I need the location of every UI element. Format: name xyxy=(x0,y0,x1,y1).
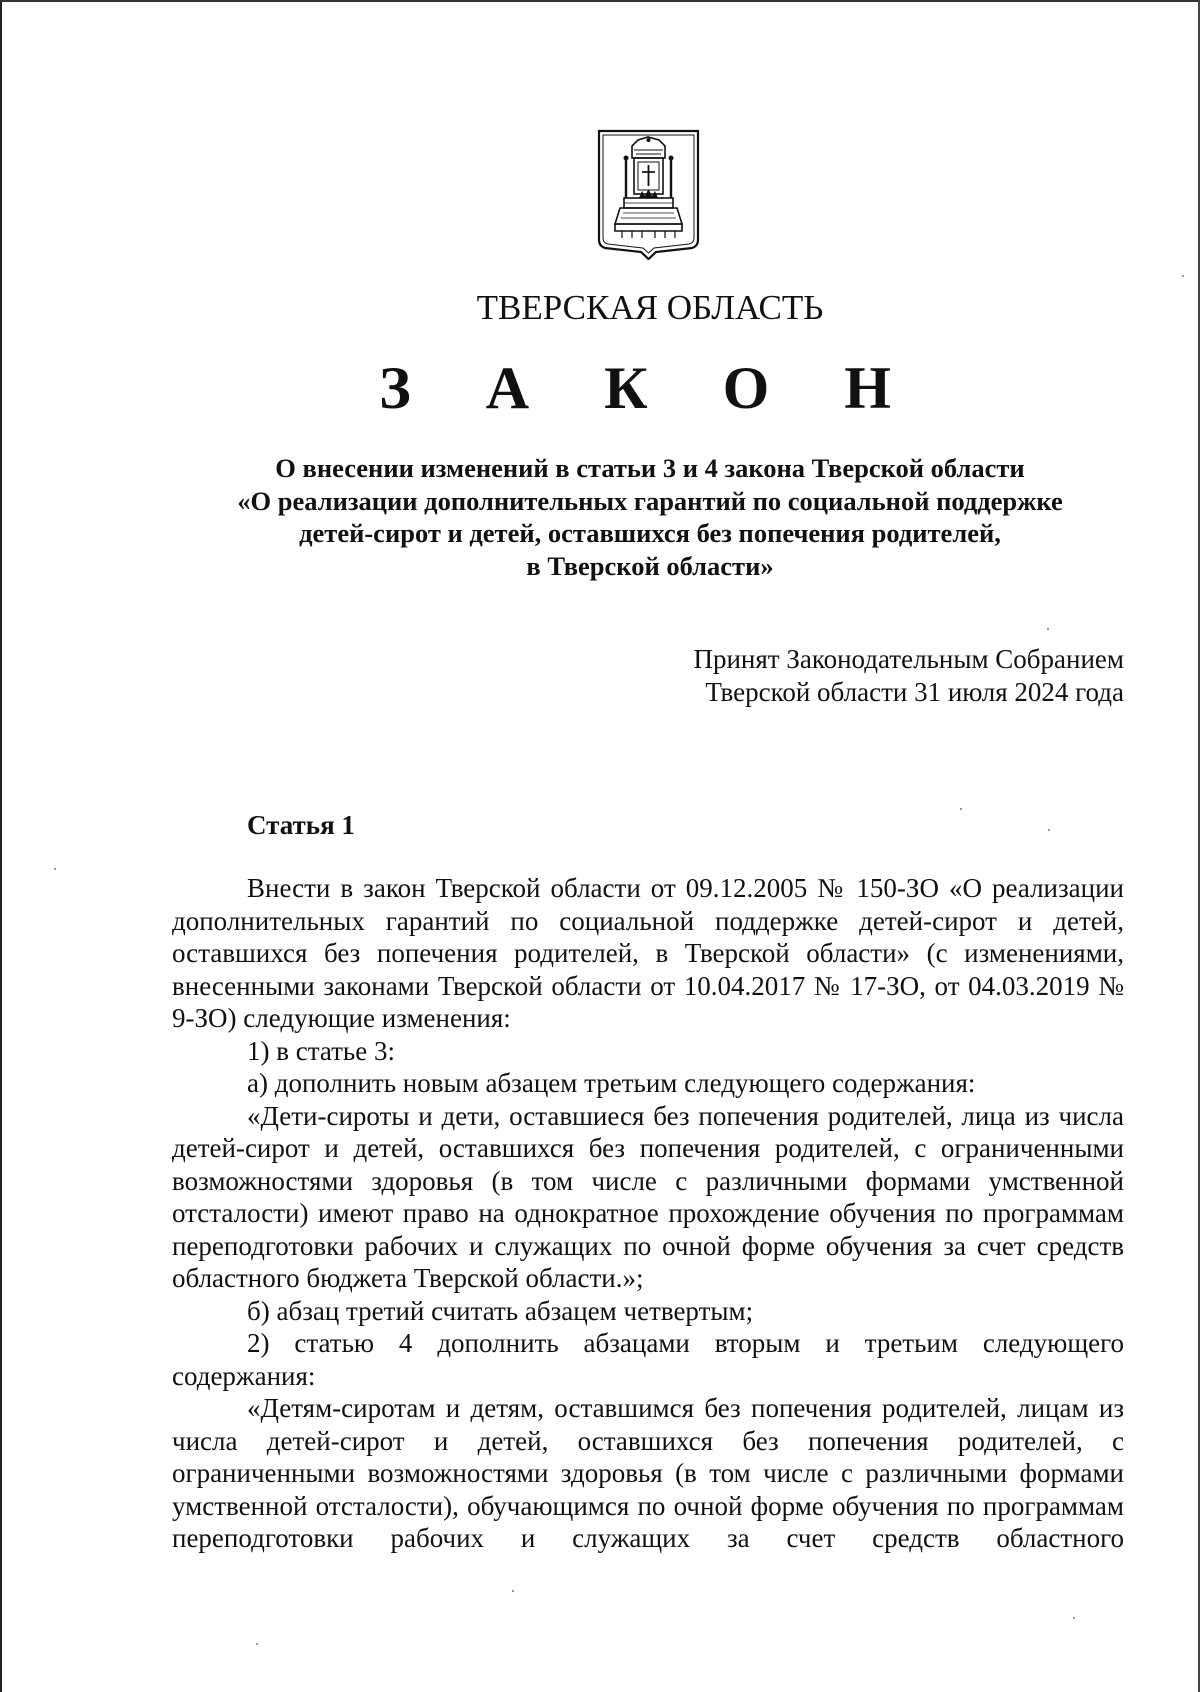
scan-speck xyxy=(1182,275,1184,277)
scan-speck xyxy=(1048,829,1050,831)
scan-edge-top xyxy=(0,0,1200,2)
adoption-note-line: Принят Законодательным Собранием xyxy=(693,644,1124,674)
scan-speck xyxy=(512,1590,514,1592)
region-heading: ТВЕРСКАЯ ОБЛАСТЬ xyxy=(476,288,824,327)
law-title xyxy=(160,452,1140,582)
paragraph: б) абзац третий считать абзацем четвертым; xyxy=(247,1295,754,1326)
scan-edge-left xyxy=(0,0,2,1692)
scan-speck xyxy=(54,868,56,870)
paragraph: 2) статью 4 дополнить абзацами вторым и третьим следующего содержания: xyxy=(172,1328,1124,1391)
coat-of-arms-emblem xyxy=(596,128,701,260)
scan-speck xyxy=(1073,1617,1075,1619)
article-title: Статья 1 xyxy=(247,810,355,840)
scan-speck xyxy=(960,808,962,810)
law-title-line: О внесении изменений в статьи 3 и 4 закона Тверской области xyxy=(275,453,1025,483)
paragraph: «Дети-сироты и дети, оставшиеся без попечения родителей, лица из числа детей-сирот и детей, оставшихся без попечения родителей, с ограниченными возможностями здоровья (в том числе с различными формами умственной отсталости) имеют право на однократное прохождение обучения по программам переподготовки рабочих и служащих по очной форме обучения за счет средств областного бюджета Тверской области.»; xyxy=(172,1100,1124,1293)
paragraph: а) дополнить новым абзацем третьим следующего содержания: xyxy=(247,1068,976,1098)
law-title-line: в Тверской области» xyxy=(526,550,774,581)
paragraph: «Детям-сиротам и детям, оставшимся без попечения родителей, лицам из числа детей-сирот и детей, оставшихся без попечения родителей, с ограниченными возможностями здоровья (в том числе с различными формами умственной отсталости), обучающимся по очной форме обучения по программам переподготовки рабочих и служащих за счет средств областного xyxy=(172,1393,1124,1553)
paragraph: 1) в статье 3: xyxy=(247,1035,395,1066)
article-body xyxy=(172,872,1124,1555)
adoption-note xyxy=(693,643,1124,709)
law-title-line: «О реализации дополнительных гарантий по социальной поддержке xyxy=(237,485,1063,516)
scan-speck xyxy=(1047,628,1049,630)
law-title-line: детей-сирот и детей, оставшихся без попечения родителей, xyxy=(299,518,1001,548)
paragraph: Внести в закон Тверской области от 09.12.2005 № 150-ЗО «О реализации дополнительных гарантий по социальной поддержке детей-сирот и детей, оставшихся без попечения родителей, в Тверской области» (с изменениями, внесенными законами Тверской области от 10.04.2017 № 17-ЗО, от 04.03.2019 № 9-ЗО) следующие изменения: xyxy=(172,873,1124,1033)
adoption-note-line: Тверской области 31 июля 2024 года xyxy=(705,677,1124,707)
document-type-heading: З А К О Н xyxy=(379,355,921,421)
scan-speck xyxy=(256,1643,258,1645)
